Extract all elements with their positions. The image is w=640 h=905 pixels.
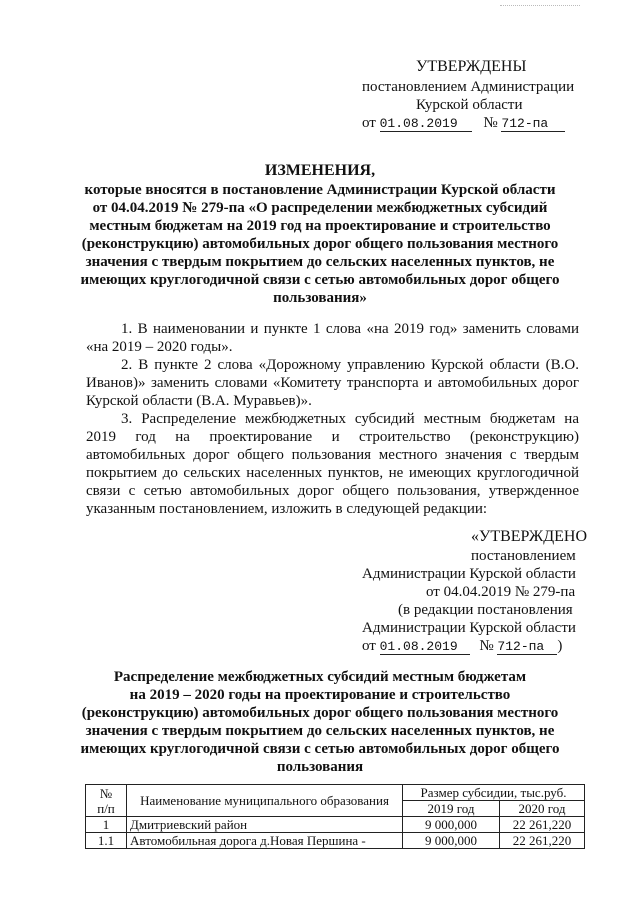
approved-line-5: Администрации Курской области (362, 620, 576, 636)
row-2019: 9 000,000 (403, 833, 500, 849)
row-number: 1 (86, 817, 127, 833)
col-name-header: Наименование муниципального образования (127, 785, 403, 817)
doc-title-line: местным бюджетам на 2019 год на проектирование и строительство (89, 218, 551, 234)
subsidy-table (85, 784, 585, 849)
row-2020: 22 261,220 (500, 817, 585, 833)
date-prefix: от (362, 638, 376, 654)
table-row (86, 817, 585, 833)
distribution-title-line: значения с твердым покрытием до сельских населенных пунктов, не (85, 723, 555, 739)
approval-title: УТВЕРЖДЕНЫ (416, 58, 527, 75)
distribution-title-line: (реконструкцию) автомобильных дорог общего пользования местного (81, 705, 559, 721)
approved-date: 01.08.2019 (380, 640, 470, 655)
doc-title-line: (реконструкцию) автомобильных дорог общего пользования местного (81, 236, 559, 252)
close-paren: ) (557, 638, 563, 654)
row-name: Дмитриевский район (127, 817, 403, 833)
approved-number: 712-па (497, 640, 557, 655)
row-name: Автомобильная дорога д.Новая Першина - (127, 833, 403, 849)
doc-title-line: от 04.04.2019 № 279-па «О распределении межбюджетных субсидий (92, 200, 548, 216)
approval-date: 01.08.2019 (380, 117, 472, 132)
paragraph-1: 1. В наименовании и пункте 1 слова «на 2019 год» заменить словами «на 2019 – 2020 годы». (86, 321, 579, 355)
approved-line-3: от 04.04.2019 № 279-па (426, 584, 576, 600)
distribution-title-line: пользования (276, 759, 364, 775)
col-2019-header: 2019 год (403, 801, 500, 817)
paragraph-2: 2. В пункте 2 слова «Дорожному управлению Курской области (В.О. Иванов)» заменить словами «Комитету транспорта и автомобильных дорог Курской области (В.А. Муравьев)». (86, 357, 579, 409)
approval-line-2: Курской области (416, 97, 523, 113)
doc-title-line: имеющих круглогодичной связи с сетью автомобильных дорог общего (80, 272, 560, 288)
table-row (86, 833, 585, 849)
row-2020: 22 261,220 (500, 833, 585, 849)
approved-line-2: Администрации Курской области (362, 566, 576, 582)
col-amount-header: Размер субсидии, тыс.руб. (403, 785, 585, 801)
distribution-title-line: имеющих круглогодичной связи с сетью автомобильных дорог общего (80, 741, 560, 757)
number-prefix: № (479, 638, 494, 654)
approved-title: «УТВЕРЖДЕНО (471, 528, 588, 545)
doc-title-line: пользования» (273, 290, 367, 306)
date-prefix: от (362, 115, 376, 131)
col-num-header: № п/п (86, 785, 127, 817)
doc-title-line: которые вносятся в постановление Администрации Курской области (84, 182, 556, 198)
approval-date-line (362, 114, 565, 132)
paragraph-3: 3. Распределение межбюджетных субсидий местным бюджетам на 2019 год на проектирование и строительство (реконструкцию) автомобильных дорог общего пользования местного значения с твердым покрытием до сельских населенных пунктов, не имеющих круглогодичной связи с сетью автомобильных дорог общего пользования, утвержденное указанным постановлением, изложить в следующей редакции: (86, 411, 579, 517)
approved-line-4: (в редакции постановления (398, 602, 573, 618)
distribution-title-line: на 2019 – 2020 годы на проектирование и строительство (129, 687, 511, 703)
approved-date-line (362, 637, 562, 655)
col-2020-header: 2020 год (500, 801, 585, 817)
number-prefix: № (483, 115, 498, 131)
approved-line-1: постановлением (471, 548, 576, 564)
doc-heading: ИЗМЕНЕНИЯ, (264, 162, 376, 179)
row-number: 1.1 (86, 833, 127, 849)
distribution-title-line: Распределение межбюджетных субсидий местным бюджетам (113, 669, 527, 685)
row-2019: 9 000,000 (403, 817, 500, 833)
approval-number: 712-па (501, 117, 565, 132)
doc-title-line: значения с твердым покрытием до сельских населенных пунктов, не (85, 254, 555, 270)
scan-artifact (500, 5, 580, 8)
approval-line-1: постановлением Администрации (362, 79, 575, 95)
